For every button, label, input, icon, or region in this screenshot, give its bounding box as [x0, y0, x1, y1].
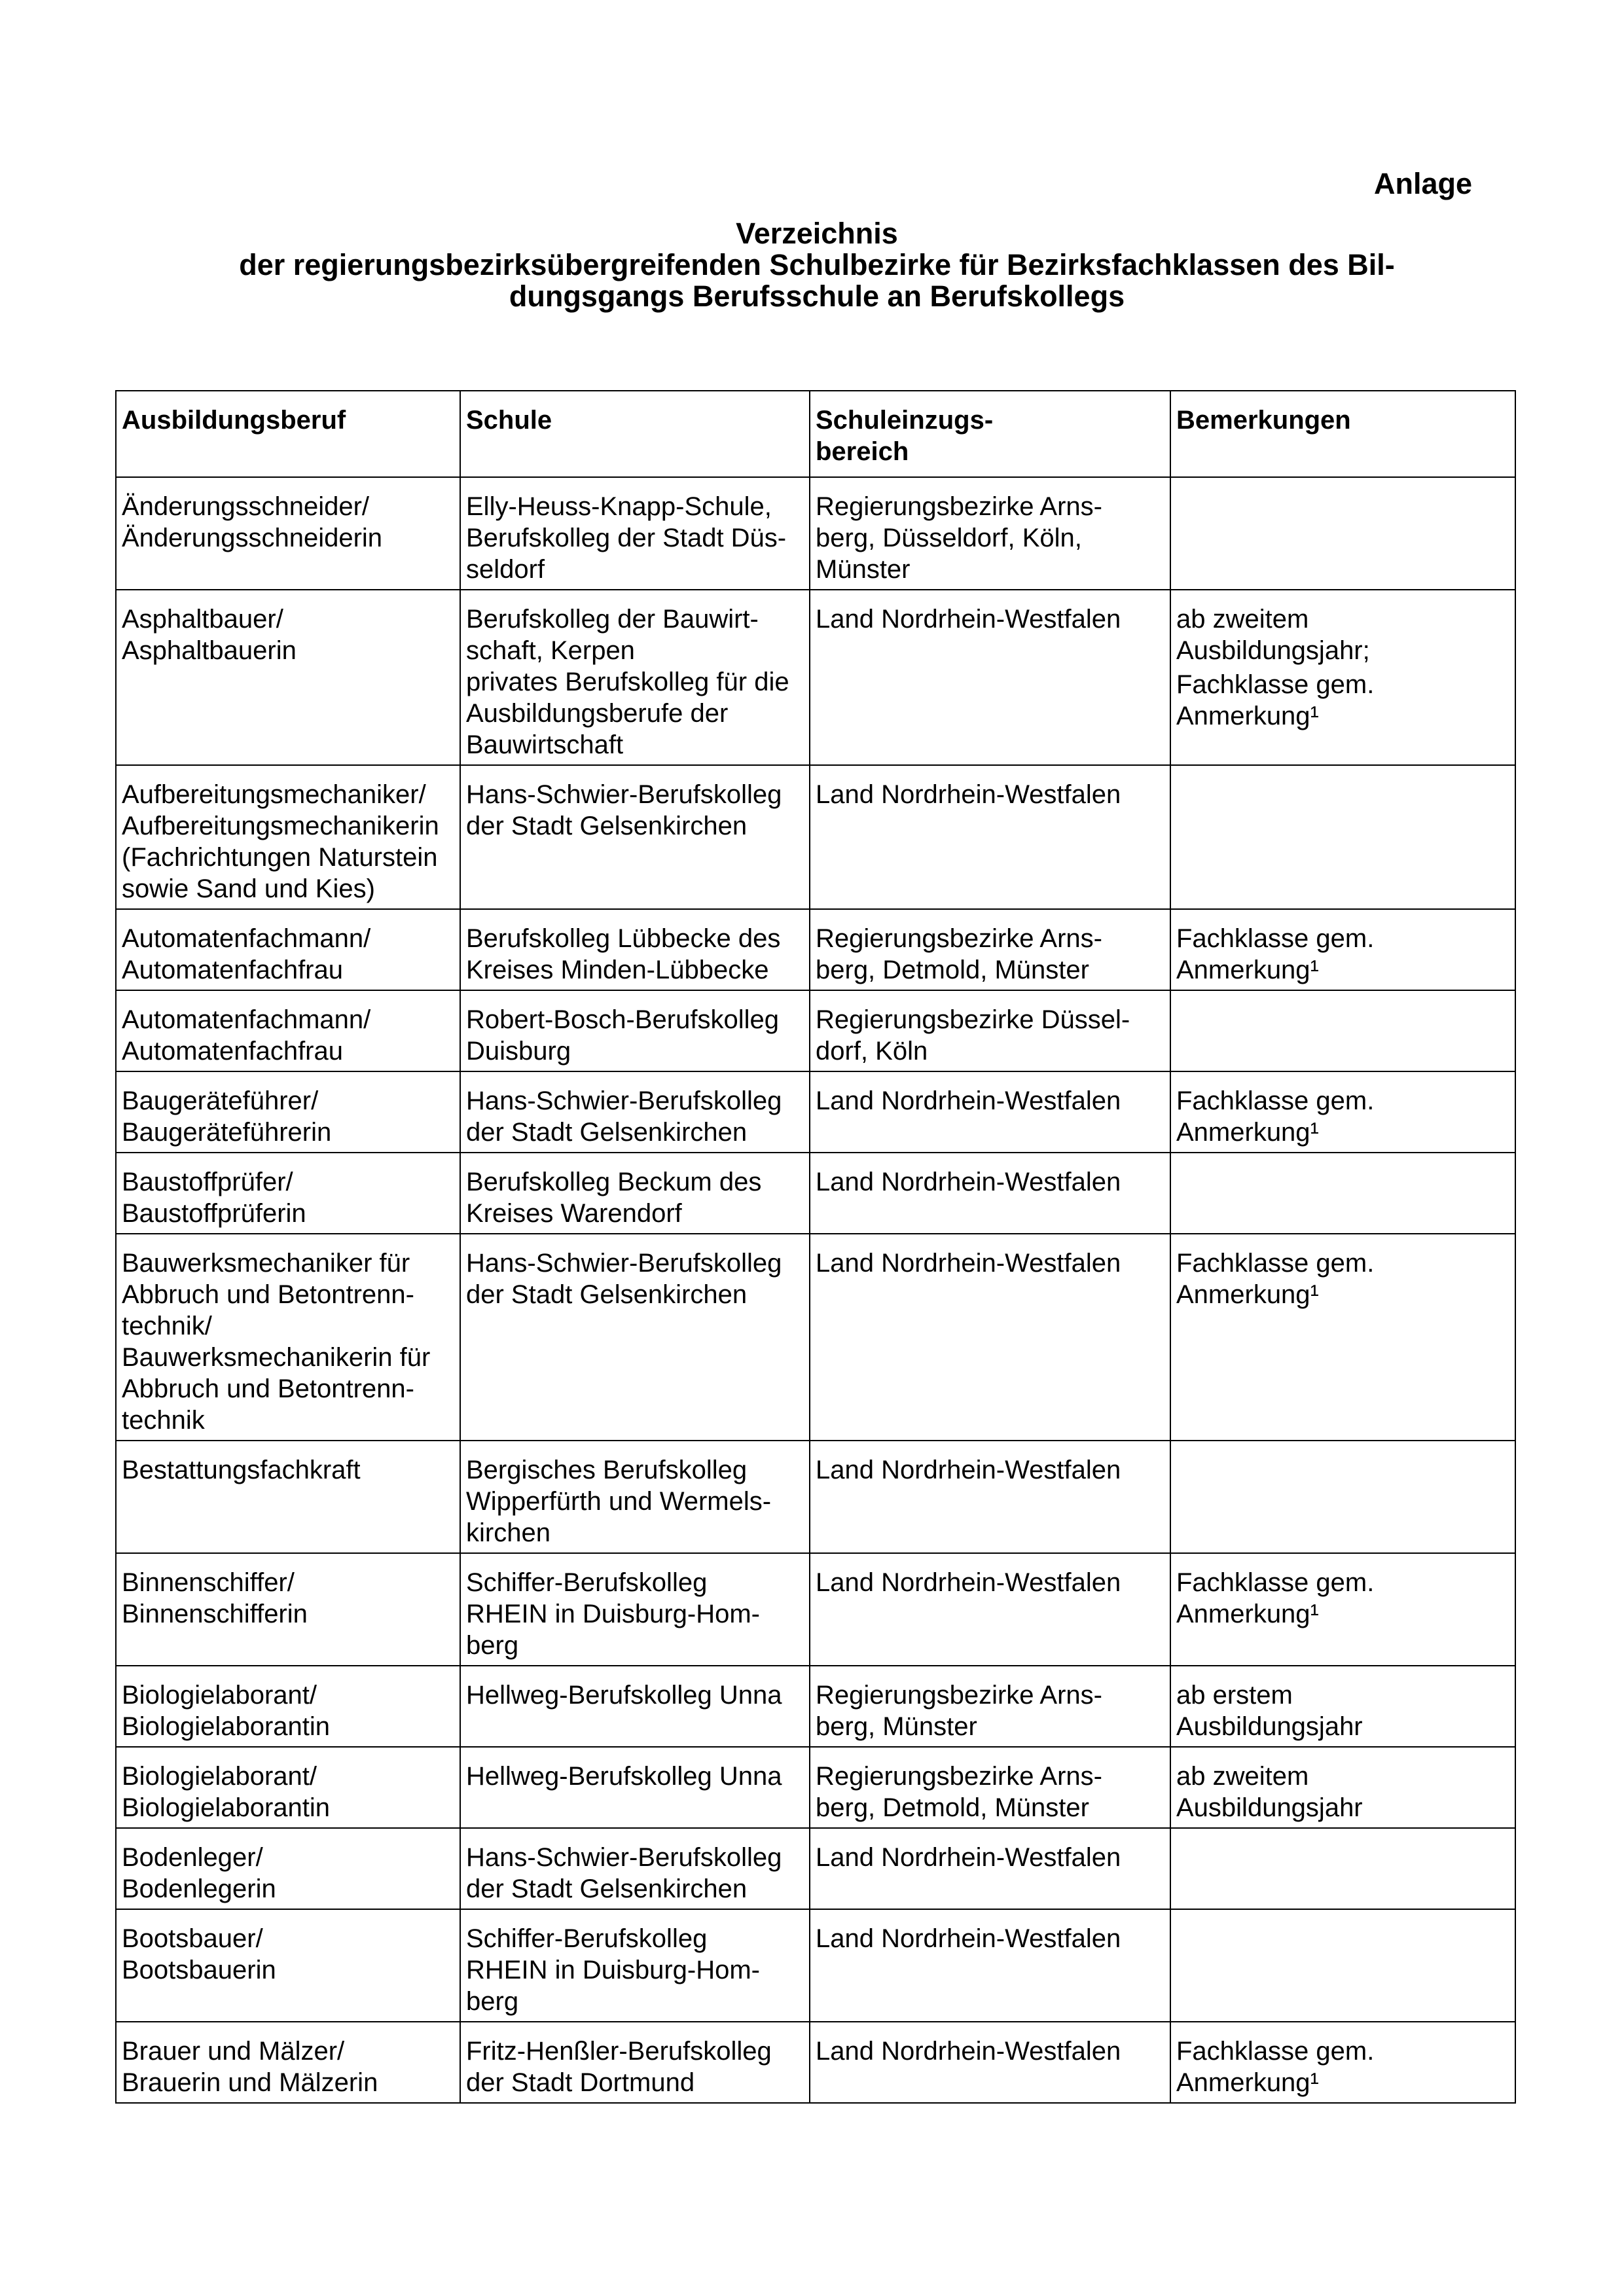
- school-district-table: [115, 390, 1516, 2104]
- table-row: [116, 1441, 1515, 1553]
- cell-bemerkungen: [1170, 590, 1515, 765]
- cell-schule: Hellweg-Berufskolleg Unna: [460, 1666, 810, 1747]
- cell-ausbildungsberuf: Bootsbauer/ Bootsbauerin: [116, 1909, 460, 2022]
- remark-text: Fachklasse gem. Anmerkung¹: [1176, 670, 1375, 730]
- table-row: [116, 477, 1515, 590]
- cell-ausbildungsberuf: Aufbereitungsmechaniker/ Aufbereitungsmechanikerin (Fachrichtungen Naturstein sowie Sand und Kies): [116, 765, 460, 909]
- remark-text: ab zweitem Ausbildungsjahr;: [1176, 605, 1370, 665]
- table-row: [116, 1153, 1515, 1234]
- cell-schuleinzugsbereich: Land Nordrhein-Westfalen: [810, 1234, 1170, 1441]
- cell-schule: Hans-Schwier-Berufskolleg der Stadt Gelsenkirchen: [460, 1828, 810, 1909]
- cell-bemerkungen: [1170, 477, 1515, 590]
- cell-schule: Hans-Schwier-Berufskolleg der Stadt Gelsenkirchen: [460, 765, 810, 909]
- annex-label: Anlage: [1373, 167, 1472, 200]
- column-header-bemerkungen: Bemerkungen: [1170, 391, 1515, 477]
- cell-schule: Hellweg-Berufskolleg Unna: [460, 1747, 810, 1828]
- remark-text: Fachklasse gem. Anmerkung¹: [1176, 1249, 1375, 1309]
- cell-bemerkungen: [1170, 1666, 1515, 1747]
- cell-bemerkungen: [1170, 1153, 1515, 1234]
- cell-ausbildungsberuf: Bauwerksmechaniker für Abbruch und Betontrenn- technik/ Bauwerksmechanikerin für Abbruch und Betontrenn- technik: [116, 1234, 460, 1441]
- remark-text: Fachklasse gem. Anmerkung¹: [1176, 924, 1375, 984]
- cell-bemerkungen: [1170, 1071, 1515, 1153]
- cell-schule: Fritz-Henßler-Berufskolleg der Stadt Dortmund: [460, 2022, 810, 2103]
- cell-bemerkungen: [1170, 765, 1515, 909]
- table-row: [116, 1666, 1515, 1747]
- cell-ausbildungsberuf: Biologielaborant/ Biologielaborantin: [116, 1666, 460, 1747]
- cell-bemerkungen: [1170, 1909, 1515, 2022]
- cell-bemerkungen: [1170, 1441, 1515, 1553]
- table-row: [116, 1553, 1515, 1666]
- cell-schule: Hans-Schwier-Berufskolleg der Stadt Gelsenkirchen: [460, 1234, 810, 1441]
- remark-text: ab zweitem Ausbildungsjahr: [1176, 1762, 1363, 1822]
- remark-text: Fachklasse gem. Anmerkung¹: [1176, 2037, 1375, 2097]
- cell-schuleinzugsbereich: Regierungsbezirke Arns- berg, Detmold, Münster: [810, 1747, 1170, 1828]
- table-row: [116, 1071, 1515, 1153]
- cell-schuleinzugsbereich: Land Nordrhein-Westfalen: [810, 765, 1170, 909]
- cell-bemerkungen: [1170, 1234, 1515, 1441]
- cell-schuleinzugsbereich: Land Nordrhein-Westfalen: [810, 1071, 1170, 1153]
- cell-ausbildungsberuf: Baustoffprüfer/ Baustoffprüferin: [116, 1153, 460, 1234]
- table-row: [116, 909, 1515, 990]
- column-header-schule: Schule: [460, 391, 810, 477]
- remark-text: Fachklasse gem. Anmerkung¹: [1176, 1086, 1375, 1147]
- cell-ausbildungsberuf: Binnenschiffer/ Binnenschifferin: [116, 1553, 460, 1666]
- title-line-2: der regierungsbezirksübergreifenden Schulbezirke für Bezirksfachklassen des Bil-: [239, 248, 1395, 281]
- column-header-schuleinzugsbereich: Schuleinzugs- bereich: [810, 391, 1170, 477]
- cell-schule: Berufskolleg Beckum des Kreises Warendorf: [460, 1153, 810, 1234]
- cell-schuleinzugsbereich: Regierungsbezirke Arns- berg, Düsseldorf, Köln, Münster: [810, 477, 1170, 590]
- cell-schuleinzugsbereich: Regierungsbezirke Arns- berg, Detmold, Münster: [810, 909, 1170, 990]
- cell-schuleinzugsbereich: Land Nordrhein-Westfalen: [810, 1828, 1170, 1909]
- cell-ausbildungsberuf: Automatenfachmann/ Automatenfachfrau: [116, 909, 460, 990]
- cell-ausbildungsberuf: Bodenleger/ Bodenlegerin: [116, 1828, 460, 1909]
- cell-ausbildungsberuf: Biologielaborant/ Biologielaborantin: [116, 1747, 460, 1828]
- table-row: [116, 1828, 1515, 1909]
- table-row: [116, 590, 1515, 765]
- document-title: [115, 218, 1519, 312]
- cell-ausbildungsberuf: Automatenfachmann/ Automatenfachfrau: [116, 990, 460, 1071]
- table-body: [116, 477, 1515, 2103]
- table-row: [116, 990, 1515, 1071]
- cell-schule: Robert-Bosch-Berufskolleg Duisburg: [460, 990, 810, 1071]
- cell-ausbildungsberuf: Brauer und Mälzer/ Brauerin und Mälzerin: [116, 2022, 460, 2103]
- cell-ausbildungsberuf: Baugeräteführer/ Baugeräteführerin: [116, 1071, 460, 1153]
- cell-ausbildungsberuf: Asphaltbauer/ Asphaltbauerin: [116, 590, 460, 765]
- table-row: [116, 765, 1515, 909]
- cell-bemerkungen: [1170, 2022, 1515, 2103]
- cell-schuleinzugsbereich: Land Nordrhein-Westfalen: [810, 1441, 1170, 1553]
- cell-schuleinzugsbereich: Regierungsbezirke Arns- berg, Münster: [810, 1666, 1170, 1747]
- remark-text: ab erstem Ausbildungsjahr: [1176, 1681, 1363, 1741]
- table-row: [116, 1909, 1515, 2022]
- table-row: [116, 2022, 1515, 2103]
- cell-schule: Berufskolleg Lübbecke des Kreises Minden-Lübbecke: [460, 909, 810, 990]
- cell-schule: Elly-Heuss-Knapp-Schule, Berufskolleg der Stadt Düs- seldorf: [460, 477, 810, 590]
- table-row: [116, 1234, 1515, 1441]
- cell-schuleinzugsbereich: Land Nordrhein-Westfalen: [810, 2022, 1170, 2103]
- cell-schule: Bergisches Berufskolleg Wipperfürth und Wermels- kirchen: [460, 1441, 810, 1553]
- cell-bemerkungen: [1170, 1747, 1515, 1828]
- table-row: [116, 1747, 1515, 1828]
- cell-ausbildungsberuf: Bestattungsfachkraft: [116, 1441, 460, 1553]
- cell-schuleinzugsbereich: Regierungsbezirke Düssel- dorf, Köln: [810, 990, 1170, 1071]
- remark-text: Fachklasse gem. Anmerkung¹: [1176, 1568, 1375, 1628]
- column-header-ausbildungsberuf: Ausbildungsberuf: [116, 391, 460, 477]
- cell-schule: Schiffer-Berufskolleg RHEIN in Duisburg-Hom- berg: [460, 1909, 810, 2022]
- cell-bemerkungen: [1170, 1828, 1515, 1909]
- cell-bemerkungen: [1170, 909, 1515, 990]
- cell-schuleinzugsbereich: Land Nordrhein-Westfalen: [810, 1909, 1170, 2022]
- cell-schule: Hans-Schwier-Berufskolleg der Stadt Gelsenkirchen: [460, 1071, 810, 1153]
- title-line-3: dungsgangs Berufsschule an Berufskollegs: [509, 279, 1125, 313]
- title-line-1: Verzeichnis: [736, 217, 898, 250]
- cell-schuleinzugsbereich: Land Nordrhein-Westfalen: [810, 590, 1170, 765]
- cell-bemerkungen: [1170, 1553, 1515, 1666]
- cell-schule: Berufskolleg der Bauwirt- schaft, Kerpen privates Berufskolleg für die Ausbildungsberufe der Bauwirtschaft: [460, 590, 810, 765]
- cell-schule: Schiffer-Berufskolleg RHEIN in Duisburg-Hom- berg: [460, 1553, 810, 1666]
- cell-schuleinzugsbereich: Land Nordrhein-Westfalen: [810, 1153, 1170, 1234]
- table-header-row: [116, 391, 1515, 477]
- cell-bemerkungen: [1170, 990, 1515, 1071]
- cell-schuleinzugsbereich: Land Nordrhein-Westfalen: [810, 1553, 1170, 1666]
- cell-ausbildungsberuf: Änderungsschneider/ Änderungsschneiderin: [116, 477, 460, 590]
